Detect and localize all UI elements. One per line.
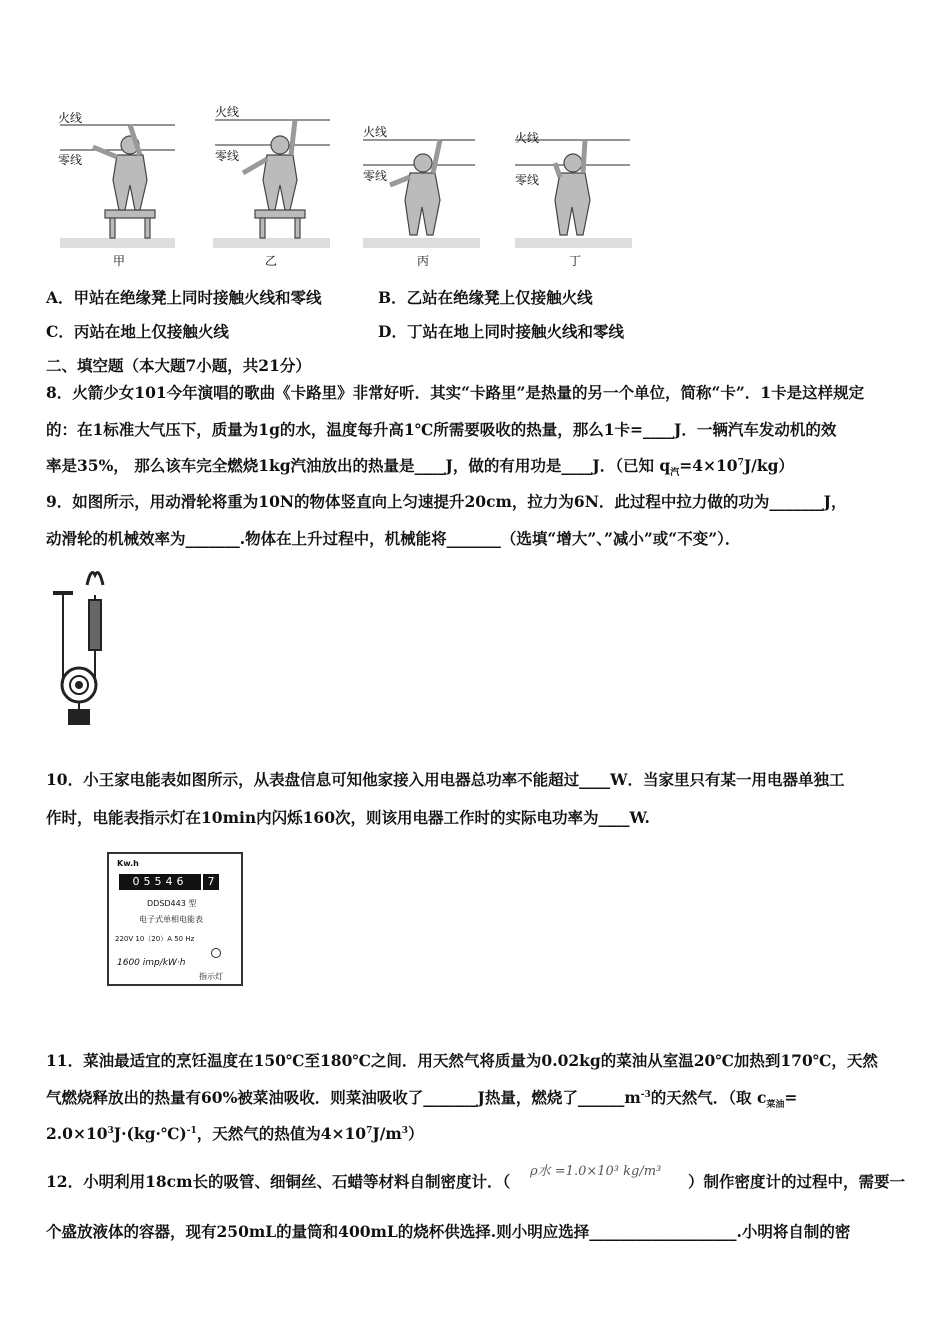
q11-sup-2: -1 bbox=[186, 1125, 197, 1136]
q10-line2: 作时，电能表指示灯在10min内闪烁160次，则该用电器工作时的实际电功率为____W. bbox=[46, 808, 650, 827]
energy-meter bbox=[107, 852, 243, 986]
q11-line2-text: 气燃烧释放出的热量有60%被菜油吸收．则菜油吸收了_______J热量，燃烧了______m bbox=[46, 1088, 641, 1107]
meter-reading: 05546 bbox=[119, 874, 201, 890]
live-wire-label-3: 火线 bbox=[363, 125, 388, 139]
live-wire-label-2: 火线 bbox=[215, 105, 240, 119]
caption-bing: 丙 bbox=[417, 254, 430, 268]
q11-line3-text-e: ） bbox=[408, 1124, 424, 1143]
q9-line2: 动滑轮的机械效率为_______.物体在上升过程中，机械能将_______（选填“增大”、”减小”或“不变”）． bbox=[46, 529, 741, 548]
q11-line1: 11．菜油最适宜的烹饪温度在150℃至180℃之间．用天然气将质量为0.02kg的菜油从室温20℃加热到170℃，天然 bbox=[46, 1051, 878, 1070]
pulley-illustration bbox=[45, 565, 115, 725]
q8-superscript: 7 bbox=[737, 457, 744, 468]
q12-line2: 个盛放液体的容器，现有250mL的量筒和400mL的烧杯供选择.则小明应选择___________________.小明将自制的密 bbox=[46, 1222, 851, 1241]
q11-line2-text-b: 的天然气．（取 c bbox=[650, 1088, 767, 1107]
meter-impulse: 1600 imp/kW·h bbox=[117, 958, 186, 968]
section-title: 二、填空题（本大题7小题，共21分） bbox=[46, 356, 311, 375]
caption-yi: 乙 bbox=[265, 254, 278, 268]
q11-line2 bbox=[46, 1086, 797, 1110]
q8-subscript: 汽 bbox=[670, 468, 680, 479]
q8-line3-text: 率是35%， 那么该车完全燃烧1kg汽油放出的热量是____J，做的有用功是____J．（已知 q bbox=[46, 456, 671, 475]
caption-ding: 丁 bbox=[569, 254, 582, 268]
q11-line3-text-d: J/m bbox=[372, 1124, 402, 1143]
q11-line2-text-c: = bbox=[784, 1088, 798, 1107]
q11-subscript: 菜油 bbox=[766, 1100, 785, 1111]
neutral-wire-label-4: 零线 bbox=[515, 173, 540, 187]
q12-density-formula: ρ水 =1.0×10³ kg/m³ bbox=[530, 1164, 662, 1179]
neutral-wire-label-1: 零线 bbox=[58, 153, 83, 167]
caption-jia: 甲 bbox=[113, 254, 126, 268]
q11-sup-1: 3 bbox=[107, 1125, 114, 1136]
pulley-figure bbox=[45, 565, 115, 725]
meter-spec: 220V 10（20）A 50 Hz bbox=[115, 935, 195, 943]
live-wire-label-4: 火线 bbox=[515, 131, 540, 145]
neutral-wire-label-2: 零线 bbox=[215, 149, 240, 163]
q12-line1b: ）制作密度计的过程中，需要一 bbox=[688, 1172, 906, 1191]
q11-line3-text-c: ，天然气的热值为4×10 bbox=[196, 1124, 367, 1143]
option-b: B．乙站在绝缘凳上仅接触火线 bbox=[378, 288, 593, 307]
electric-shock-figure bbox=[55, 95, 640, 270]
indicator-light-icon bbox=[211, 948, 221, 958]
q8-line3-text-b: =4×10 bbox=[679, 456, 738, 475]
q11-sup-3: 7 bbox=[366, 1125, 373, 1136]
option-d: D．丁站在地上同时接触火线和零线 bbox=[378, 322, 624, 341]
meter-last-digit: 7 bbox=[203, 874, 219, 890]
live-wire-label-1: 火线 bbox=[58, 111, 83, 125]
option-a: A．甲站在绝缘凳上同时接触火线和零线 bbox=[46, 288, 322, 307]
meter-indicator: 指示灯 bbox=[199, 972, 223, 981]
q12-line1a: 12．小明利用18cm长的吸管、细铜丝、石蜡等材料自制密度计．（ bbox=[46, 1172, 511, 1191]
q8-line3 bbox=[46, 454, 794, 478]
q8-line2: 的：在1标准大气压下，质量为1g的水，温度每升高1℃所需要吸收的热量，那么1卡=____J．一辆汽车发动机的效 bbox=[46, 420, 837, 439]
people-wires-illustration bbox=[55, 95, 640, 270]
q11-line3 bbox=[46, 1122, 424, 1144]
meter-model: DDSD443 型 bbox=[147, 899, 197, 908]
meter-name: 电子式单相电能表 bbox=[139, 915, 203, 924]
meter-unit: Kw.h bbox=[117, 859, 139, 868]
q9-line1: 9．如图所示，用动滑轮将重为10N的物体竖直向上匀速提升20cm，拉力为6N．此过程中拉力做的功为_______J， bbox=[46, 492, 847, 511]
q11-line3-text-a: 2.0×10 bbox=[46, 1124, 108, 1143]
q11-superscript: -3 bbox=[640, 1089, 651, 1100]
q10-line1: 10．小王家电能表如图所示，从表盘信息可知他家接入用电器总功率不能超过____W．当家里只有某一用电器单独工 bbox=[46, 770, 845, 789]
q8-line1: 8．火箭少女101今年演唱的歌曲《卡路里》非常好听．其实“卡路里”是热量的另一个单位，简称“卡”．1卡是这样规定 bbox=[46, 383, 865, 402]
q8-line3-text-c: J/kg） bbox=[743, 456, 794, 475]
neutral-wire-label-3: 零线 bbox=[363, 169, 388, 183]
option-c: C．丙站在地上仅接触火线 bbox=[46, 322, 229, 341]
q11-line3-text-b: J·(kg·℃) bbox=[113, 1124, 187, 1143]
q11-sup-4: 3 bbox=[401, 1125, 409, 1136]
